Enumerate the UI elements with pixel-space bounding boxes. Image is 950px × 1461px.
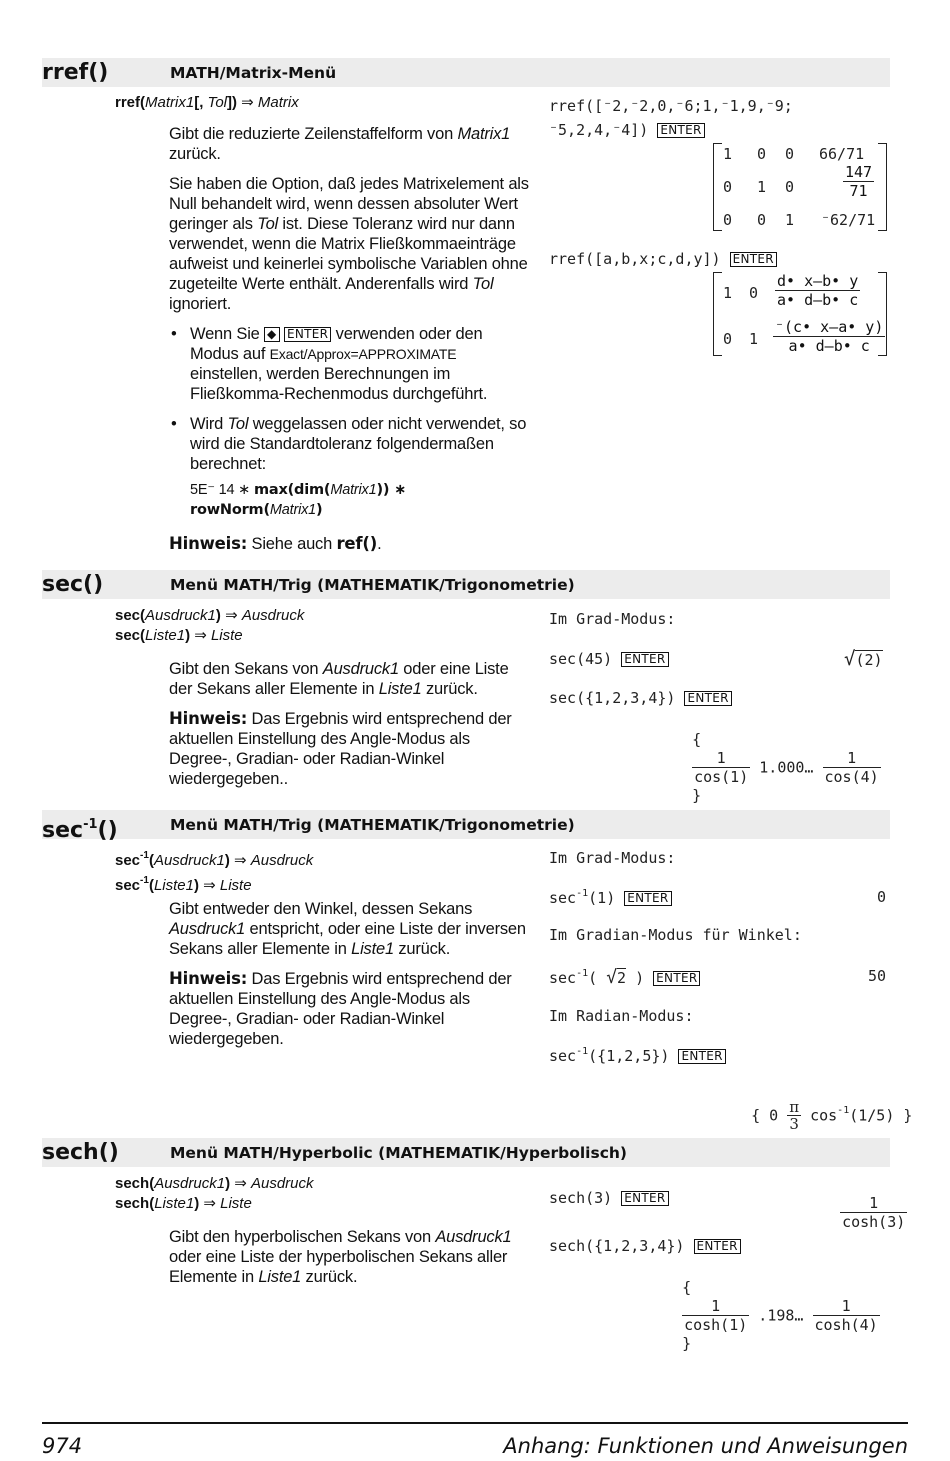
bullet-item: • Wenn Sie ◆ ENTER verwenden oder den Modus auf Exact/Approx=APPROXIMATE einstellen, werden Berechnungen im Fließkomma-Rechenmodus durchgeführt. (169, 324, 531, 404)
example-result-sec-1: √(2) (844, 648, 883, 670)
enter-key: ENTER (653, 971, 700, 986)
example-result-sech-2: { $\frac{1}{\cosh(1)}$ .198… $\frac{1}{\cosh(4)}$ } (682, 1278, 878, 1352)
menu-path-sec: Menü MATH/Trig (MATHEMATIK/Trigonometrie) (170, 576, 575, 594)
example-result-secinv-3: { 0 $\frac{\pi}{3}$ $\cos^{-1}(1/5)$ } (751, 1098, 913, 1133)
description-secinv (169, 899, 531, 1059)
example-mode-secinv-1: Im Grad-Modus: (549, 849, 676, 867)
sqrt-symbol: √ (844, 648, 856, 670)
example-result-secinv-2: 50 (868, 967, 887, 985)
diamond-key: ◆ (264, 327, 280, 342)
function-name-secinv: $\sec^{-1}()$ (42, 817, 118, 843)
enter-key: ENTER (684, 691, 731, 706)
example-input-rref-1b: ⁻5,2,4,⁻4]) ENTER (549, 121, 705, 139)
result-matrix-rref-2: 1 0 $\frac{d• x-b• y}{a• d-b• c}$ 0 1 $\frac{^-(c• x-a• y)}{a• d-b• c}$ (713, 272, 887, 356)
example-mode-sec: Im Grad-Modus: (549, 610, 676, 628)
result-matrix-rref-1: 1 0 0 66/71 0 1 0 $\frac{147}{71}$ 0 0 1 ⁻62/71 (713, 143, 887, 231)
enter-key: ENTER (621, 1191, 668, 1206)
enter-key: ENTER (657, 123, 704, 138)
footer-rule (42, 1422, 908, 1424)
syntax-rref: rref(Matrix1[, Tol]) ⇒ Matrix (115, 94, 299, 111)
function-name-rref: rref() (42, 60, 109, 85)
example-input-rref-1: rref([⁻2,⁻2,0,⁻6;1,⁻1,9,⁻9; (549, 97, 793, 115)
menu-path-rref: MATH/Matrix-Menü (170, 64, 337, 82)
enter-key: ENTER (694, 1239, 741, 1254)
function-name-sech: sech() (42, 1140, 119, 1165)
menu-path-secinv: Menü MATH/Trig (MATHEMATIK/Trigonometrie) (170, 816, 575, 834)
example-input-rref-2: rref([a,b,x;c,d,y]) ENTER (549, 250, 777, 268)
paragraph: Gibt entweder den Winkel, dessen Sekans Ausdruck1 entspricht, oder eine Liste der inversen Sekans aller Elemente in Liste1 zurück. (169, 900, 526, 958)
example-input-sec-1: sec(45) ENTER (549, 650, 669, 668)
bracket-left (713, 272, 722, 356)
bracket-right (878, 143, 887, 231)
example-input-secinv-3: $\sec^{-1}(\{1,2,5\})$ ENTER (549, 1046, 726, 1065)
example-input-sech-1: sech(3) ENTER (549, 1189, 669, 1207)
example-result-secinv-1: 0 (877, 888, 887, 906)
description-rref (169, 124, 531, 564)
example-mode-secinv-2: Im Gradian-Modus für Winkel: (549, 926, 802, 944)
page-number: 974 (42, 1434, 83, 1458)
example-mode-secinv-3: Im Radian-Modus: (549, 1007, 694, 1025)
menu-path-sech: Menü MATH/Hyperbolic (MATHEMATIK/Hyperbolisch) (170, 1144, 628, 1162)
description-sech (169, 1227, 531, 1297)
enter-key: ENTER (284, 327, 331, 342)
example-result-sech-1: $\frac{1}{\cosh(3)}$ (842, 1194, 906, 1231)
syntax-sech: sech(Ausdruck1) ⇒ Ausdruck sech(Liste1) ⇒ Liste (115, 1175, 314, 1212)
syntax-secinv: $\sec^{-1}(Ausdruck1)$ ⇒ Ausdruck $\sec^{-1}(Liste1)$ ⇒ Liste (115, 850, 314, 894)
paragraph: Gibt den hyperbolischen Sekans von Ausdruck1 oder eine Liste der hyperbolischen Sekans aller Elemente in Liste1 zurück. (169, 1228, 512, 1286)
example-input-sech-2: sech({1,2,3,4}) ENTER (549, 1237, 741, 1255)
paragraph: Gibt den Sekans von Ausdruck1 oder eine Liste der Sekans aller Elemente in Liste1 zurück. (169, 660, 509, 698)
function-name-sec: sec() (42, 572, 104, 597)
hint: Hinweis: Siehe auch ref(). (169, 534, 382, 553)
paragraph: Gibt die reduzierte Zeilenstaffelform von Matrix1 zurück. (169, 125, 511, 163)
syntax-sec: sec(Ausdruck1) ⇒ Ausdruck sec(Liste1) ⇒ Liste (115, 607, 305, 644)
tolerance-formula: 5E⁻ 14 ∗ max(dim(Matrix1)) ∗ rowNorm(Matrix1) (190, 482, 407, 518)
example-input-sec-2: sec({1,2,3,4}) ENTER (549, 689, 732, 707)
hint: Hinweis: Das Ergebnis wird entsprechend der aktuellen Einstellung des Angle-Modus als Degree-, Gradian- oder Radian-Winkel wiedergegeben.. (169, 709, 512, 788)
bullet-item: • Wird Tol weggelassen oder nicht verwendet, so wird die Standardtoleranz folgendermaßen berechnet: 5E⁻ 14 ∗ max(dim(Matrix1)) ∗ rowNorm(Matrix1) (169, 414, 531, 520)
bracket-left (713, 143, 722, 231)
enter-key: ENTER (621, 652, 668, 667)
enter-key: ENTER (730, 252, 777, 267)
enter-key: ENTER (678, 1049, 725, 1064)
example-input-secinv-2: $\sec^{-1}$( √2 ) ENTER (549, 967, 700, 988)
example-result-sec-2: { $\frac{1}{\cos(1)}$ 1.000… $\frac{1}{\cos(4)}$ } (692, 730, 879, 804)
enter-key: ENTER (624, 891, 671, 906)
sqrt-symbol: √ (606, 967, 618, 988)
description-sec (169, 659, 531, 799)
footer-title: Anhang: Funktionen und Anweisungen (503, 1434, 908, 1458)
paragraph: Sie haben die Option, daß jedes Matrixelement als Null behandelt wird, wenn dessen absoluter Wert geringer als Tol ist. Diese Toleranz wird nur dann verwendet, wenn die Matrix Fließkommaeinträge aufweist und keinerlei symbolische Variablen ohne zugeteilte Werte enthält. Anderenfalls wird Tol ignoriert. (169, 175, 529, 313)
hint: Hinweis: Das Ergebnis wird entsprechend der aktuellen Einstellung des Angle-Modus als Degree-, Gradian- oder Radian-Winkel wiedergegeben. (169, 969, 512, 1048)
example-input-secinv-1: $\sec^{-1}(1)$ ENTER (549, 888, 672, 907)
